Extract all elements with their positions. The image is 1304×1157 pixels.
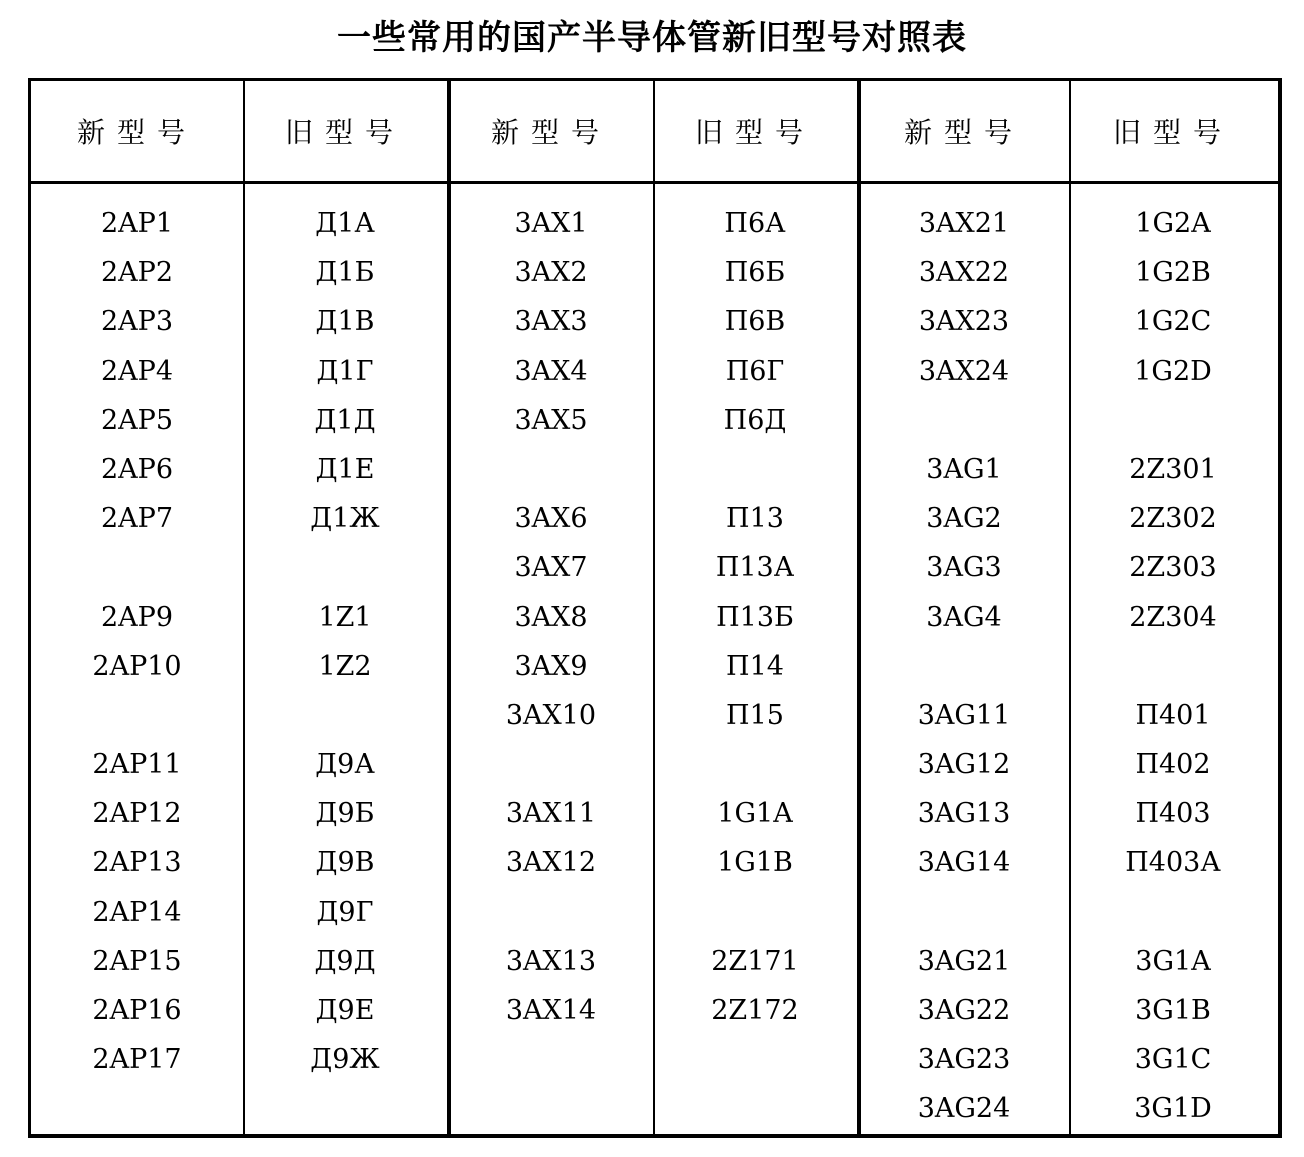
new-model-cell: 3AX12 xyxy=(505,847,597,879)
new-model-cell: 3AX24 xyxy=(918,355,1010,387)
new-model-cell: 3AG22 xyxy=(917,995,1011,1026)
new-model-cell: 3AX10 xyxy=(505,699,597,731)
column-new-model-3 xyxy=(859,81,1069,1134)
old-model-cell: Д9Ж xyxy=(310,1044,380,1076)
new-model-cell: 2AP13 xyxy=(92,847,182,879)
new-model-cell: 3AG11 xyxy=(917,699,1011,731)
old-model-cell xyxy=(243,543,447,592)
old-model-cell: Д1В xyxy=(315,306,375,338)
new-model-cell: 3AX21 xyxy=(918,208,1010,239)
old-model-cell: 3G1C xyxy=(1134,1044,1212,1076)
old-model-cell xyxy=(653,1035,857,1084)
new-model-cell: 2AP15 xyxy=(92,945,182,977)
new-model-cell xyxy=(859,642,1069,691)
new-model-cell xyxy=(449,1035,653,1084)
old-model-cell: Д9Е xyxy=(315,995,375,1026)
new-model-cell: 3AX1 xyxy=(514,208,588,239)
new-model-cell: 2AP2 xyxy=(100,257,174,289)
old-model-list xyxy=(243,199,447,1084)
old-model-list xyxy=(1069,199,1277,1134)
column-old-model-2 xyxy=(653,81,857,1134)
old-model-cell: 3G1D xyxy=(1134,1093,1212,1125)
new-model-cell: 3AX4 xyxy=(514,355,588,387)
column-old-model-1 xyxy=(243,81,447,1134)
old-model-cell: П15 xyxy=(726,699,784,731)
new-model-cell: 2AP16 xyxy=(92,995,182,1026)
old-model-cell: 1G2A xyxy=(1135,208,1211,239)
old-model-cell: Д1А xyxy=(315,208,375,239)
new-model-cell: 3AX7 xyxy=(514,552,588,584)
new-model-cell: 3AX6 xyxy=(514,503,588,535)
new-model-cell: 3AX3 xyxy=(514,306,588,338)
old-model-cell: 3G1A xyxy=(1135,945,1211,977)
old-model-cell: П6В xyxy=(724,306,786,338)
new-model-cell: 3AG12 xyxy=(917,749,1011,781)
old-model-cell: П403 xyxy=(1135,798,1211,830)
column-new-model-1 xyxy=(31,81,243,1134)
old-model-cell: Д9Г xyxy=(316,896,374,928)
header-new-model: 新型号 xyxy=(903,116,1024,149)
new-model-cell: 3AX14 xyxy=(505,995,597,1026)
old-model-cell: П14 xyxy=(726,650,784,682)
old-model-cell: П403А xyxy=(1125,847,1221,879)
old-model-cell: 1G1A xyxy=(717,798,793,830)
new-model-list xyxy=(859,199,1069,1134)
old-model-cell: 1G1B xyxy=(717,847,793,879)
new-model-cell: 3AX5 xyxy=(514,404,588,436)
old-model-cell xyxy=(1069,888,1277,937)
new-model-cell xyxy=(31,691,243,740)
new-model-cell xyxy=(449,740,653,789)
old-model-cell xyxy=(653,445,857,494)
old-model-cell: 2Z171 xyxy=(711,945,799,977)
old-model-cell: 1Z1 xyxy=(318,601,372,633)
new-model-cell: 2AP1 xyxy=(100,208,174,239)
old-model-cell: Д9Б xyxy=(315,798,375,830)
new-model-cell xyxy=(31,543,243,592)
new-model-cell: 3AG24 xyxy=(917,1093,1011,1125)
old-model-cell: Д1Д xyxy=(314,404,376,436)
new-model-cell: 3AG21 xyxy=(917,945,1011,977)
old-model-cell: Д1Г xyxy=(316,355,374,387)
new-model-cell: 2AP6 xyxy=(100,453,174,485)
new-model-cell: 3AG3 xyxy=(926,552,1002,584)
new-model-cell xyxy=(859,396,1069,445)
old-model-cell: П6Д xyxy=(723,404,787,436)
new-model-cell: 3AG23 xyxy=(917,1044,1011,1076)
old-model-cell: 2Z172 xyxy=(711,995,799,1026)
new-model-cell: 3AG1 xyxy=(926,453,1002,485)
old-model-cell: П6А xyxy=(724,208,786,239)
old-model-cell xyxy=(653,888,857,937)
header-old-model: 旧型号 xyxy=(694,116,815,149)
new-model-cell: 3AX23 xyxy=(918,306,1010,338)
old-model-cell: 2Z304 xyxy=(1129,601,1217,633)
new-model-cell: 2AP11 xyxy=(92,749,182,781)
old-model-cell: П401 xyxy=(1135,699,1211,731)
old-model-cell: Д1Б xyxy=(315,257,375,289)
column-new-model-2 xyxy=(449,81,653,1134)
old-model-cell: Д9Д xyxy=(314,945,376,977)
old-model-cell xyxy=(653,740,857,789)
new-model-cell: 3AX9 xyxy=(514,650,588,682)
new-model-cell: 2AP17 xyxy=(92,1044,182,1076)
new-model-cell xyxy=(449,888,653,937)
old-model-cell: П6Б xyxy=(724,257,786,289)
new-model-cell: 2AP3 xyxy=(100,306,174,338)
new-model-cell: 3AX11 xyxy=(505,798,597,830)
old-model-cell: Д1Е xyxy=(315,453,375,485)
old-model-cell xyxy=(1069,642,1277,691)
old-model-cell: 1G2B xyxy=(1135,257,1211,289)
new-model-cell xyxy=(449,445,653,494)
new-model-cell: 2AP7 xyxy=(100,503,174,535)
header-old-model: 旧型号 xyxy=(1112,116,1233,149)
page-title: 一些常用的国产半导体管新旧型号对照表 xyxy=(337,18,967,58)
new-model-cell: 3AX2 xyxy=(514,257,588,289)
old-model-cell: 1G2D xyxy=(1134,355,1212,387)
old-model-cell: Д1Ж xyxy=(310,503,380,535)
old-model-cell: Д9В xyxy=(315,847,375,879)
column-old-model-3 xyxy=(1069,81,1277,1134)
new-model-cell: 3AX22 xyxy=(918,257,1010,289)
new-model-cell: 3AG13 xyxy=(917,798,1011,830)
header-new-model: 新型号 xyxy=(490,116,611,149)
old-model-cell xyxy=(243,691,447,740)
old-model-cell: П402 xyxy=(1135,749,1211,781)
new-model-cell: 2AP12 xyxy=(92,798,182,830)
header-old-model: 旧型号 xyxy=(284,116,405,149)
new-model-cell: 2AP14 xyxy=(92,896,182,928)
old-model-cell: 2Z303 xyxy=(1129,552,1217,584)
old-model-cell: 3G1B xyxy=(1135,995,1211,1026)
old-model-cell: 1G2C xyxy=(1134,306,1212,338)
new-model-cell: 2AP5 xyxy=(100,404,174,436)
old-model-cell: П6Г xyxy=(725,355,785,387)
new-model-cell: 3AG2 xyxy=(926,503,1002,535)
new-model-list xyxy=(449,199,653,1084)
old-model-cell xyxy=(1069,396,1277,445)
new-model-cell: 3AG14 xyxy=(917,847,1011,879)
old-model-cell: 2Z301 xyxy=(1129,453,1217,485)
new-model-cell: 3AX8 xyxy=(514,601,588,633)
new-model-cell: 3AG4 xyxy=(926,601,1002,633)
old-model-list xyxy=(653,199,857,1084)
new-model-cell xyxy=(859,888,1069,937)
old-model-cell: П13А xyxy=(715,552,795,584)
old-model-cell: П13Б xyxy=(716,601,794,633)
model-comparison-table xyxy=(28,78,1282,1138)
new-model-cell: 2AP10 xyxy=(92,650,182,682)
old-model-cell: П13 xyxy=(726,503,784,535)
new-model-cell: 2AP9 xyxy=(100,601,174,633)
old-model-cell: 2Z302 xyxy=(1129,503,1217,535)
new-model-list xyxy=(31,199,243,1084)
new-model-cell: 2AP4 xyxy=(100,355,174,387)
header-new-model: 新型号 xyxy=(76,116,197,149)
new-model-cell: 3AX13 xyxy=(505,945,597,977)
old-model-cell: 1Z2 xyxy=(318,650,372,682)
old-model-cell: Д9А xyxy=(315,749,375,781)
